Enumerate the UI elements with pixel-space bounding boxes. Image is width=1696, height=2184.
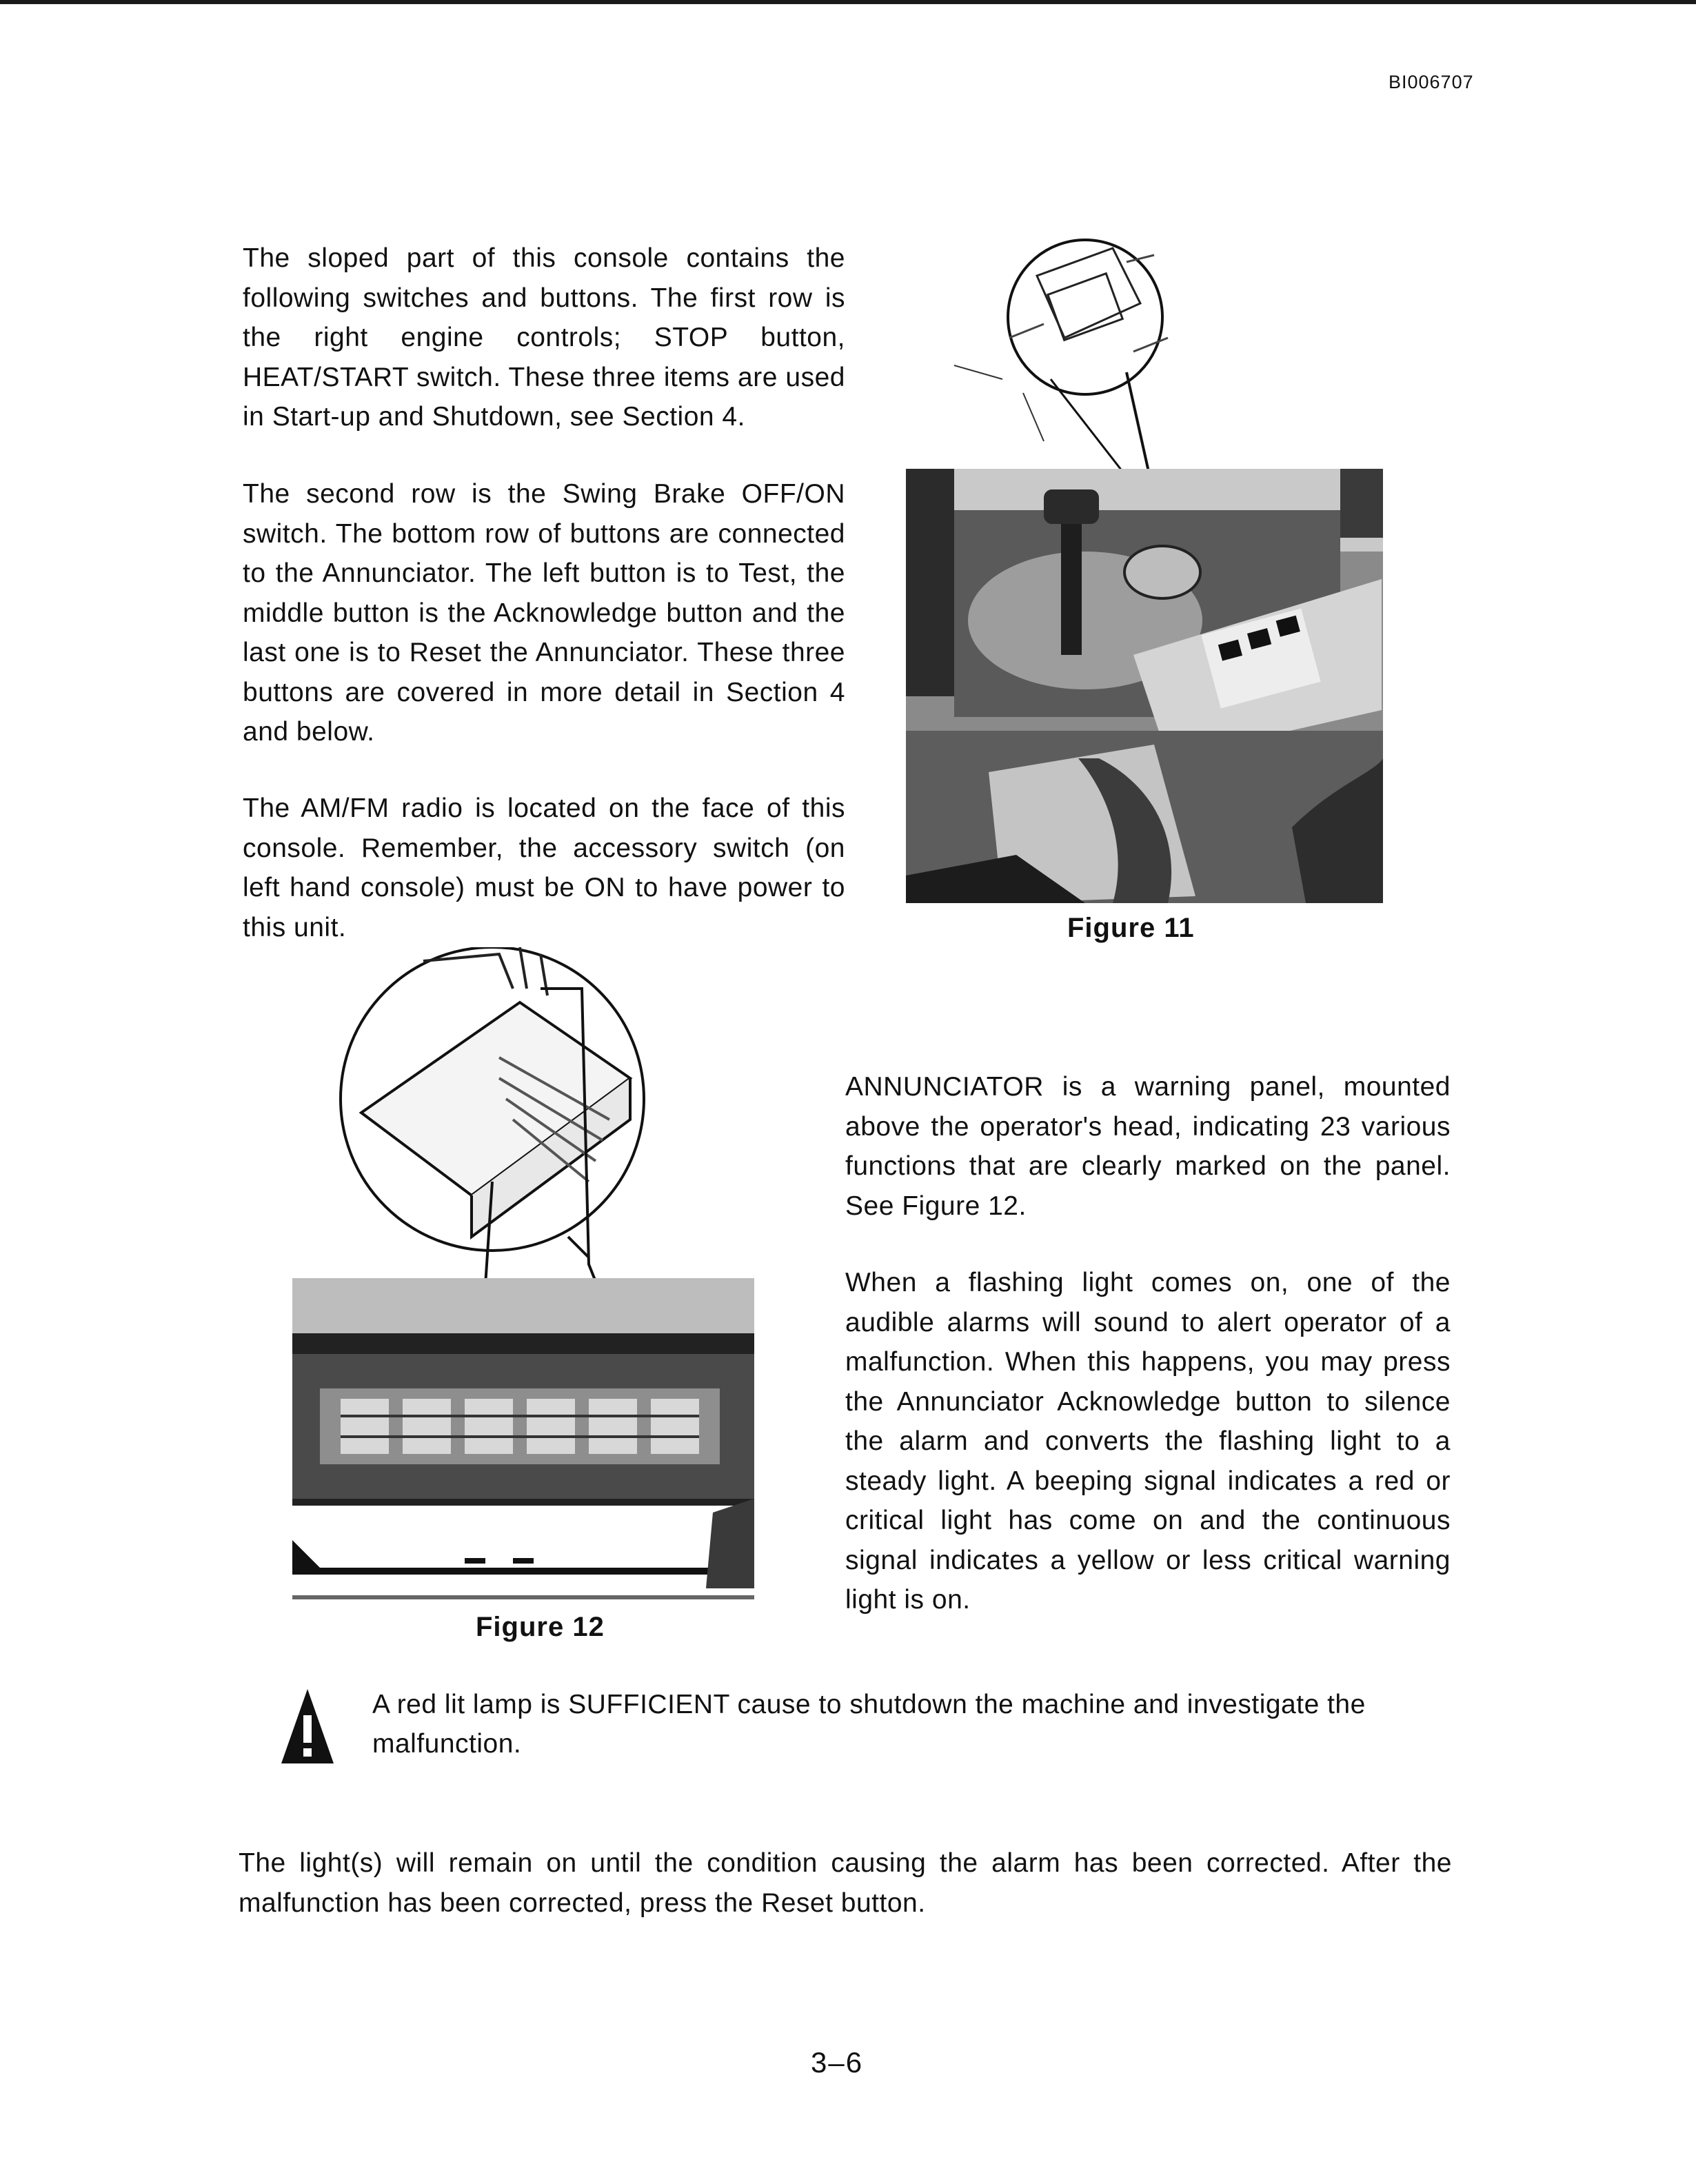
warning-triangle-icon [281, 1689, 334, 1763]
paragraph-annunciator: ANNUNCIATOR is a warning panel, mounted above the operator's head, indicating 23 various functions that are clearly marked on the panel. See Figure 12. [845, 1072, 1451, 1221]
paragraph-radio: The AM/FM radio is located on the face of this console. Remember, the accessory switch (on left hand console) must be ON to have power to this unit. [243, 793, 845, 942]
document-id: BI006707 [1389, 72, 1474, 92]
paragraph-flashing-light: When a flashing light comes on, one of the audible alarms will sound to alert operator of a malfunction. When this happens, you may press the Annunciator Acknowledge button to silence the alarm and converts the flashing light to a steady light. A beeping signal indicates a red or critical light has come on and the continuous signal indicates a yellow or less critical warning light is on. [845, 1268, 1451, 1615]
warning-text: A red lit lamp is SUFFICIENT cause to shutdown the machine and investigate the malfunction. [372, 1690, 1366, 1759]
figure-11-console-photo [906, 234, 1383, 903]
inset-circle [1008, 240, 1162, 394]
annunciator-illustration [292, 947, 761, 1613]
paragraph-console-switches: The sloped part of this console contains the following switches and buttons. The first row is the right engine controls; STOP button, HEAT/START switch. These three items are used in Start-up and Shutdown, see Section 4. [243, 243, 845, 432]
top-border-line [0, 0, 1696, 4]
paragraph-reset: The light(s) will remain on until the condition causing the alarm has been corrected. After the malfunction has been corrected, press the Reset button. [239, 1848, 1452, 1918]
page-number: 3–6 [811, 2046, 864, 2079]
console-photo-illustration [906, 234, 1383, 903]
figure-12-annunciator-photo [292, 947, 761, 1613]
paragraph-second-row: The second row is the Swing Brake OFF/ON switch. The bottom row of buttons are connected to the Annunciator. The left button is to Test, the middle button is the Acknowledge button and the last one is to Reset the Annunciator. These three buttons are covered in more detail in Section 4 and below. [243, 479, 845, 747]
figure-11-caption: Figure 11 [1067, 913, 1195, 943]
figure-12-caption: Figure 12 [476, 1612, 605, 1642]
